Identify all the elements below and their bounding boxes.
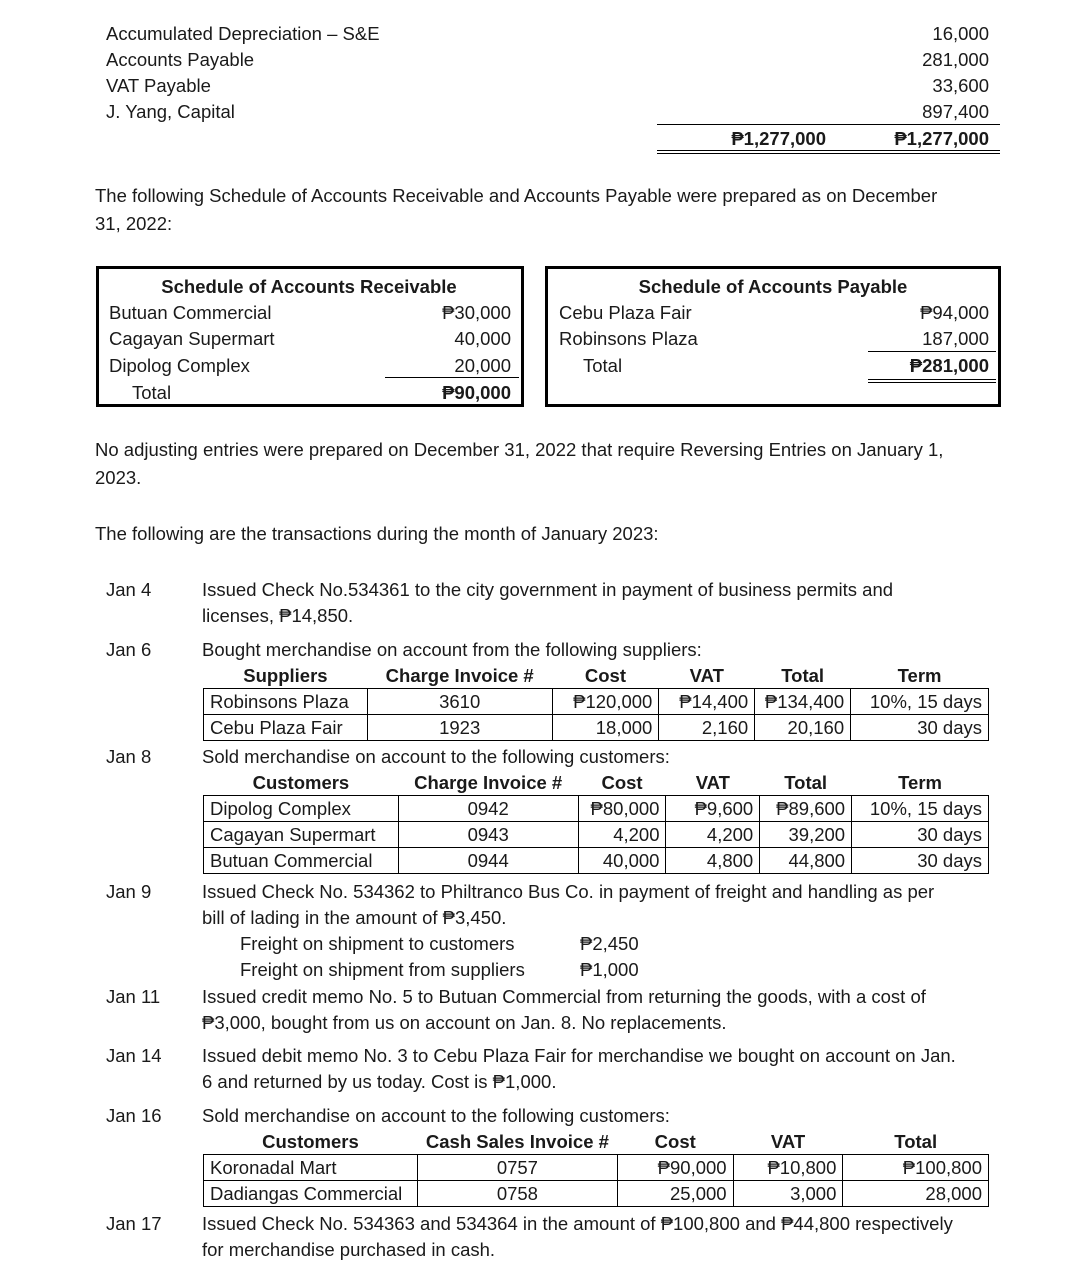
- table-cell: Cagayan Supermart: [204, 822, 399, 848]
- table-cell: 30 days: [852, 822, 989, 848]
- tb-credit-1: 16,000: [932, 23, 989, 44]
- date-jan4: Jan 4: [106, 579, 152, 600]
- table-row: [204, 1155, 989, 1181]
- schedules-intro: The following Schedule of Accounts Receivable and Accounts Payable were prepared as on December: [95, 185, 938, 206]
- col-header: VAT: [733, 1129, 843, 1155]
- table-cell: 20,160: [755, 715, 851, 741]
- ar-title: Schedule of Accounts Receivable: [161, 276, 457, 297]
- freight-out-label: Freight on shipment to customers: [240, 933, 515, 954]
- ar-amount-2: 40,000: [454, 328, 511, 349]
- col-header: Charge Invoice #: [398, 770, 578, 796]
- ap-total-label: Total: [583, 355, 623, 376]
- ap-name-2: Robinsons Plaza: [559, 328, 698, 349]
- table-cell: Butuan Commercial: [204, 848, 399, 874]
- jan9-text-1: Issued Check No. 534362 to Philtranco Bus Co. in payment of freight and handling as per: [202, 881, 935, 902]
- col-header: VAT: [666, 770, 760, 796]
- jan6-intro: Bought merchandise on account from the following suppliers:: [202, 639, 702, 660]
- col-header: Customers: [204, 1129, 418, 1155]
- table-cell: 0758: [417, 1181, 617, 1207]
- jan11-text-1: Issued credit memo No. 5 to Butuan Commercial from returning the goods, with a cost of: [202, 986, 926, 1007]
- tb-double-rule: [657, 150, 1000, 154]
- table-cell: ₱10,800: [733, 1155, 843, 1181]
- date-jan6: Jan 6: [106, 639, 152, 660]
- freight-out-amount: ₱2,450: [580, 933, 639, 954]
- table-row: [204, 822, 989, 848]
- ap-amount-1: ₱94,000: [920, 302, 989, 323]
- ar-name-3: Dipolog Complex: [109, 355, 250, 376]
- ar-total-rule: [385, 377, 519, 378]
- table-cell: 10%, 15 days: [851, 689, 989, 715]
- table-cell: Cebu Plaza Fair: [204, 715, 368, 741]
- tb-account-3: VAT Payable: [106, 75, 211, 96]
- col-header: Cost: [617, 1129, 733, 1155]
- schedules-intro-cont: 31, 2022:: [95, 213, 173, 234]
- jan8-customers-table: [203, 770, 989, 874]
- ar-total: ₱90,000: [442, 382, 511, 403]
- table-cell: ₱120,000: [552, 689, 659, 715]
- table-cell: Dadiangas Commercial: [204, 1181, 418, 1207]
- col-header: Term: [851, 663, 989, 689]
- table-row: [204, 689, 989, 715]
- ap-double-rule: [868, 379, 996, 383]
- table-cell: 44,800: [760, 848, 852, 874]
- table-cell: Koronadal Mart: [204, 1155, 418, 1181]
- table-cell: 30 days: [852, 848, 989, 874]
- table-row: [204, 715, 989, 741]
- table-cell: 2,160: [659, 715, 755, 741]
- jan14-text-2: 6 and returned by us today. Cost is ₱1,000.: [202, 1071, 557, 1092]
- col-header: Cash Sales Invoice #: [417, 1129, 617, 1155]
- table-cell: 4,800: [666, 848, 760, 874]
- jan6-suppliers-table: [203, 663, 989, 741]
- jan17-text-2: for merchandise purchased in cash.: [202, 1239, 496, 1260]
- table-cell: 10%, 15 days: [852, 796, 989, 822]
- table-cell: 0943: [398, 822, 578, 848]
- table-cell: Robinsons Plaza: [204, 689, 368, 715]
- table-cell: 30 days: [851, 715, 989, 741]
- tb-credit-4: 897,400: [922, 101, 989, 122]
- col-header: Cost: [552, 663, 659, 689]
- table-header-row: [204, 663, 989, 689]
- table-cell: 3,000: [733, 1181, 843, 1207]
- table-cell: 40,000: [578, 848, 666, 874]
- date-jan17: Jan 17: [106, 1213, 162, 1234]
- table-cell: ₱90,000: [617, 1155, 733, 1181]
- table-header-row: [204, 770, 989, 796]
- tb-account-4: J. Yang, Capital: [106, 101, 235, 122]
- ar-total-label: Total: [132, 382, 172, 403]
- ap-total: ₱281,000: [909, 355, 989, 376]
- jan16-customers-table: [203, 1129, 989, 1207]
- col-header: Total: [755, 663, 851, 689]
- table-cell: 39,200: [760, 822, 852, 848]
- tb-credit-3: 33,600: [932, 75, 989, 96]
- table-cell: 0942: [398, 796, 578, 822]
- jan14-text-1: Issued debit memo No. 3 to Cebu Plaza Fair for merchandise we bought on account on Jan.: [202, 1045, 956, 1066]
- table-cell: Dipolog Complex: [204, 796, 399, 822]
- table-cell: ₱100,800: [843, 1155, 989, 1181]
- date-jan14: Jan 14: [106, 1045, 162, 1066]
- col-header: Charge Invoice #: [367, 663, 552, 689]
- date-jan16: Jan 16: [106, 1105, 162, 1126]
- adjusting-note: No adjusting entries were prepared on December 31, 2022 that require Reversing Entries on January 1,: [95, 439, 944, 460]
- date-jan11: Jan 11: [106, 986, 161, 1007]
- col-header: Total: [760, 770, 852, 796]
- col-header: Customers: [204, 770, 399, 796]
- table-cell: 4,200: [666, 822, 760, 848]
- ar-name-2: Cagayan Supermart: [109, 328, 275, 349]
- date-jan9: Jan 9: [106, 881, 152, 902]
- table-cell: 3610: [367, 689, 552, 715]
- ap-schedule-box: [545, 266, 1001, 407]
- tb-account-2: Accounts Payable: [106, 49, 255, 70]
- tb-credit-2: 281,000: [922, 49, 989, 70]
- table-cell: ₱9,600: [666, 796, 760, 822]
- table-cell: ₱134,400: [755, 689, 851, 715]
- table-row: [204, 848, 989, 874]
- col-header: VAT: [659, 663, 755, 689]
- jan4-text-1: Issued Check No.534361 to the city government in payment of business permits and: [202, 579, 894, 600]
- table-cell: 1923: [367, 715, 552, 741]
- freight-in-amount: ₱1,000: [580, 959, 639, 980]
- table-cell: 0757: [417, 1155, 617, 1181]
- jan17-text-1: Issued Check No. 534363 and 534364 in the amount of ₱100,800 and ₱44,800 respectively: [202, 1213, 953, 1234]
- table-row: [204, 796, 989, 822]
- adjusting-note-cont: 2023.: [95, 467, 142, 488]
- table-cell: 28,000: [843, 1181, 989, 1207]
- jan16-intro: Sold merchandise on account to the following customers:: [202, 1105, 670, 1126]
- table-cell: 25,000: [617, 1181, 733, 1207]
- ar-amount-3: 20,000: [454, 355, 511, 376]
- ar-schedule-box: [96, 266, 524, 407]
- tb-total-credit: ₱1,277,000: [894, 128, 989, 149]
- tb-total-rule: [657, 124, 1000, 125]
- transactions-intro: The following are the transactions during the month of January 2023:: [95, 523, 659, 544]
- ap-amount-2: 187,000: [922, 328, 989, 349]
- table-cell: 4,200: [578, 822, 666, 848]
- jan4-text-2: licenses, ₱14,850.: [202, 605, 354, 626]
- tb-total-debit: ₱1,277,000: [731, 128, 826, 149]
- jan8-intro: Sold merchandise on account to the following customers:: [202, 746, 670, 767]
- ap-total-rule: [868, 351, 996, 352]
- col-header: Suppliers: [204, 663, 368, 689]
- jan9-text-2: bill of lading in the amount of ₱3,450.: [202, 907, 507, 928]
- table-header-row: [204, 1129, 989, 1155]
- ar-amount-1: ₱30,000: [442, 302, 511, 323]
- jan11-text-2: ₱3,000, bought from us on account on Jan. 8. No replacements.: [202, 1012, 727, 1033]
- ar-name-1: Butuan Commercial: [109, 302, 272, 323]
- table-cell: ₱89,600: [760, 796, 852, 822]
- table-row: [204, 1181, 989, 1207]
- table-cell: ₱80,000: [578, 796, 666, 822]
- col-header: Term: [852, 770, 989, 796]
- date-jan8: Jan 8: [106, 746, 152, 767]
- ap-title: Schedule of Accounts Payable: [638, 276, 908, 297]
- col-header: Cost: [578, 770, 666, 796]
- table-cell: 0944: [398, 848, 578, 874]
- col-header: Total: [843, 1129, 989, 1155]
- freight-in-label: Freight on shipment from suppliers: [240, 959, 525, 980]
- ap-name-1: Cebu Plaza Fair: [559, 302, 692, 323]
- table-cell: 18,000: [552, 715, 659, 741]
- tb-account-1: Accumulated Depreciation – S&E: [106, 23, 380, 44]
- table-cell: ₱14,400: [659, 689, 755, 715]
